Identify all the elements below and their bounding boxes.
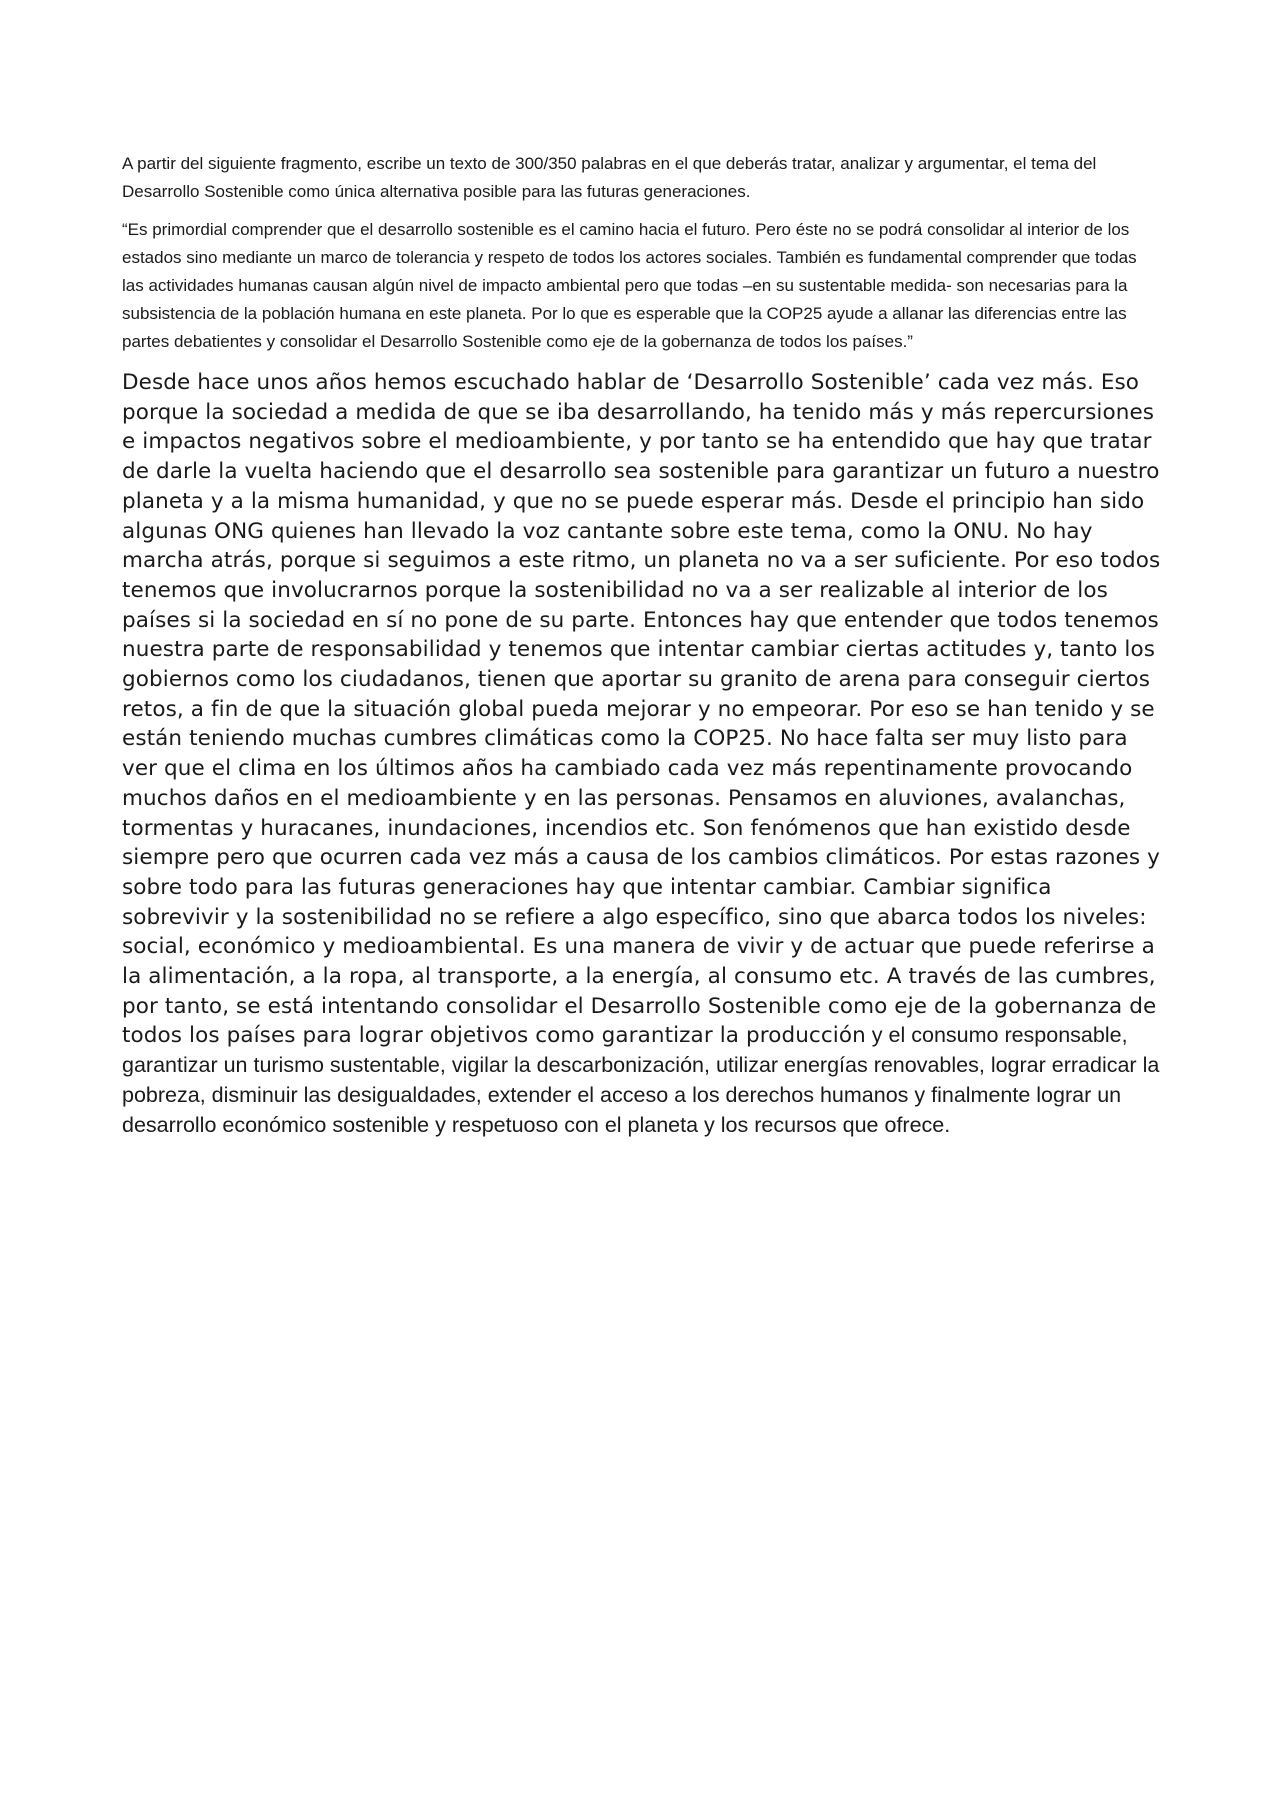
essay-text-part2: y el consumo responsable, garantizar un turismo sustentable, vigilar la descarbonización, utilizar energías renovables, lograr erradicar la pobreza, disminuir las desigualdades, extender el acceso a los derechos humanos y finalmente lograr un desarrollo económico sostenible y respetuoso con el planeta y los recursos que ofrece. — [122, 1023, 1160, 1137]
document-content — [122, 150, 1162, 1140]
essay-body — [122, 368, 1162, 1140]
essay-text-part1: Desde hace unos años hemos escuchado hablar de ‘Desarrollo Sostenible’ cada vez más. Eso porque la sociedad a medida de que se iba desarrollando, ha tenido más y más repercursiones e impactos negativos sobre el medioambiente, y por tanto se ha entendido que hay que tratar de darle la vuelta haciendo que el desarrollo sea sostenible para garantizar un futuro a nuestro planeta y a la misma humanidad, y que no se puede esperar más. Desde el principio han sido algunas ONG quienes han llevado la voz cantante sobre este tema, como la ONU. No hay marcha atrás, porque si seguimos a este ritmo, un planeta no va a ser suficiente. Por eso todos tenemos que involucrarnos porque la sostenibilidad no va a ser realizable al interior de los países si la sociedad en sí no pone de su parte. Entonces hay que entender que todos tenemos nuestra parte de responsabilidad y tenemos que intentar cambiar ciertas actitudes y, tanto los gobiernos como los ciudadanos, tienen que aportar su granito de arena para conseguir ciertos retos, a fin de que la situación global pueda mejorar y no empeorar. Por eso se han tenido y se están teniendo muchas cumbres climáticas como la COP25. No hace falta ser muy listo para ver que el clima en los últimos años ha cambiado cada vez más repentinamente provocando muchos daños en el medioambiente y en las personas. Pensamos en aluviones, avalanchas, tormentas y huracanes, inundaciones, incendios etc. Son fenómenos que han existido desde siempre pero que ocurren cada vez más a causa de los cambios climáticos. Por estas razones y sobre todo para las futuras generaciones hay que intentar cambiar. Cambiar significa sobrevivir y la sostenibilidad no se refiere a algo específico, sino que abarca todos los niveles: social, económico y medioambiental. Es una manera de vivir y de actuar que puede referirse a la alimentación, a la ropa, al transporte, a la energía, al consumo etc. A través de las cumbres, por tanto, se está intentando consolidar el Desarrollo Sostenible como eje de la gobernanza de todos los países para lograr objetivos como garantizar la producción — [122, 370, 1161, 1049]
quoted-fragment: “Es primordial comprender que el desarrollo sostenible es el camino hacia el futuro. Pero éste no se podrá consolidar al interior de los estados sino mediante un marco de tolerancia y respeto de todos los actores sociales. También es fundamental comprender que todas las actividades humanas causan algún nivel de impacto ambiental pero que todas –en su sustentable medida- son necesarias para la subsistencia de la población humana en este planeta. Por lo que es esperable que la COP25 ayude a allanar las diferencias entre las partes debatientes y consolidar el Desarrollo Sostenible como eje de la gobernanza de todos los países.” — [122, 220, 1137, 351]
assignment-prompt: A partir del siguiente fragmento, escribe un texto de 300/350 palabras en el que deberás tratar, analizar y argumentar, el tema del Desarrollo Sostenible como única alternativa posible para las futuras generaciones. — [122, 154, 1097, 201]
